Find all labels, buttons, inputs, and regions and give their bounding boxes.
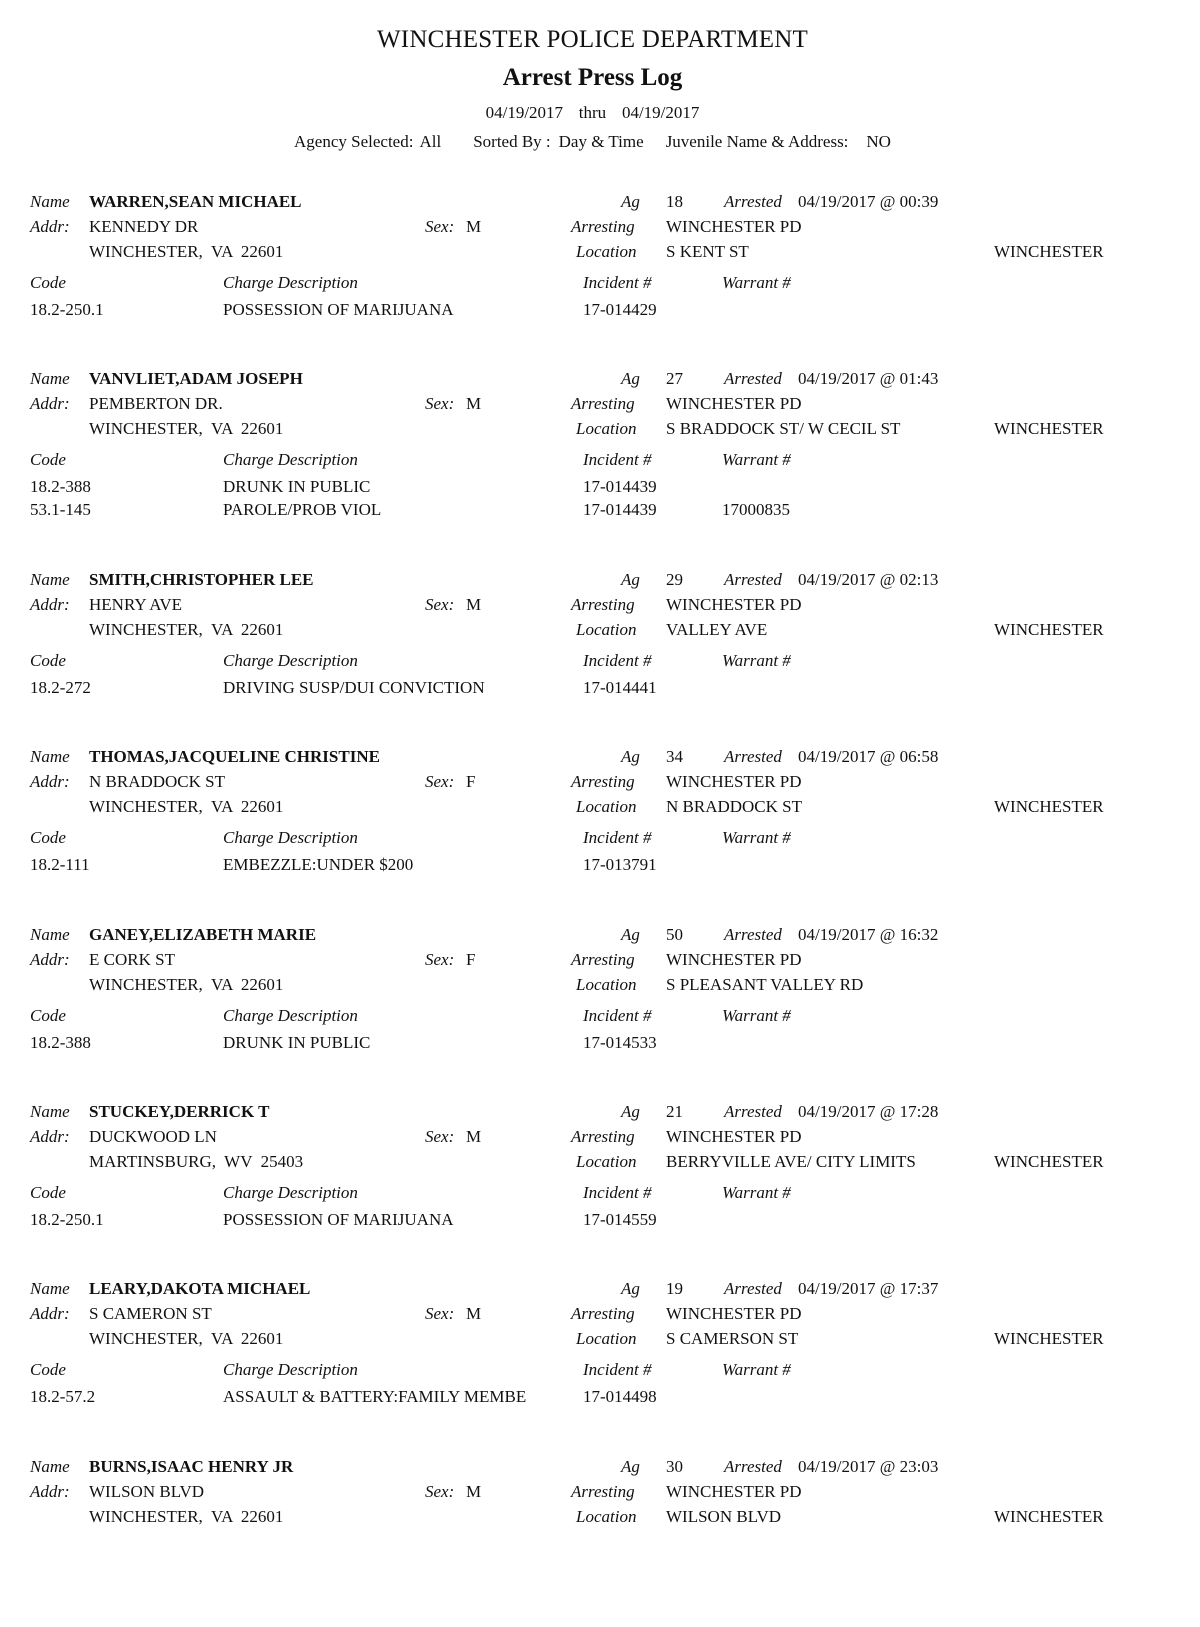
incident-number: 17-014533 — [583, 1033, 657, 1052]
age-label: Ag — [621, 570, 640, 589]
addr-label: Addr: — [30, 595, 70, 614]
sex-label: Sex: — [425, 1127, 455, 1146]
arrestee-sex: M — [466, 1482, 482, 1501]
arrest-location: S KENT ST — [666, 242, 749, 261]
addr-label: Addr: — [30, 772, 70, 791]
incident-number: 17-014439 — [583, 500, 657, 519]
arrestee-sex: F — [466, 950, 476, 969]
arrestee-name: VANVLIET,ADAM JOSEPH — [89, 369, 303, 388]
arrest-location: S BRADDOCK ST/ W CECIL ST — [666, 419, 901, 438]
juvenile-label: Juvenile Name & Address: — [665, 132, 849, 151]
arrested-datetime: 04/19/2017 @ 02:13 — [798, 570, 939, 589]
incident-label: Incident # — [583, 1183, 652, 1202]
arrested-label: Arrested — [724, 192, 782, 211]
arrested-label: Arrested — [724, 1279, 782, 1298]
sex-label: Sex: — [425, 1482, 455, 1501]
name-label: Name — [30, 1279, 70, 1298]
page-title: Arrest Press Log — [502, 64, 683, 91]
arrestee-sex: F — [466, 772, 476, 791]
arrested-datetime: 04/19/2017 @ 06:58 — [798, 747, 939, 766]
arrestee-name: STUCKEY,DERRICK T — [89, 1102, 270, 1121]
address-line-2: WINCHESTER, VA 22601 — [89, 419, 284, 438]
arrest-location: S CAMERSON ST — [666, 1329, 799, 1348]
address-line-1: PEMBERTON DR. — [89, 394, 223, 413]
arresting-label: Arresting — [571, 595, 635, 614]
warrant-label: Warrant # — [722, 828, 791, 847]
addr-label: Addr: — [30, 1482, 70, 1501]
addr-label: Addr: — [30, 394, 70, 413]
arrestee-name: LEARY,DAKOTA MICHAEL — [89, 1279, 311, 1298]
arrestee-age: 34 — [666, 747, 683, 766]
arrestee-sex: M — [466, 217, 482, 236]
name-label: Name — [30, 747, 70, 766]
address-line-1: HENRY AVE — [89, 595, 183, 614]
arrest-location: WILSON BLVD — [666, 1507, 782, 1526]
code-label: Code — [30, 273, 66, 292]
charge-description: PAROLE/PROB VIOL — [223, 500, 382, 519]
address-line-1: N BRADDOCK ST — [89, 772, 226, 791]
location-label: Location — [576, 1329, 637, 1348]
arrestee-name: SMITH,CHRISTOPHER LEE — [89, 570, 314, 589]
arrest-record — [0, 570, 1200, 740]
incident-label: Incident # — [583, 828, 652, 847]
addr-label: Addr: — [30, 950, 70, 969]
arresting-label: Arresting — [571, 1304, 635, 1323]
location-label: Location — [576, 975, 637, 994]
address-line-1: KENNEDY DR — [89, 217, 199, 236]
arrested-label: Arrested — [724, 925, 782, 944]
age-label: Ag — [621, 925, 640, 944]
arresting-label: Arresting — [571, 1127, 635, 1146]
arrested-datetime: 04/19/2017 @ 23:03 — [798, 1457, 939, 1476]
location-city: WINCHESTER — [994, 1507, 1104, 1526]
arrest-record — [0, 369, 1200, 539]
arrestee-age: 18 — [666, 192, 683, 211]
arresting-label: Arresting — [571, 950, 635, 969]
age-label: Ag — [621, 1102, 640, 1121]
charge-code: 18.2-388 — [30, 1033, 91, 1052]
arrested-label: Arrested — [724, 570, 782, 589]
arrested-datetime: 04/19/2017 @ 17:37 — [798, 1279, 939, 1298]
thru-label: thru — [578, 103, 607, 122]
addr-label: Addr: — [30, 217, 70, 236]
address-line-1: S CAMERON ST — [89, 1304, 212, 1323]
charge-description: POSSESSION OF MARIJUANA — [223, 1210, 454, 1229]
arrestee-name: BURNS,ISAAC HENRY JR — [89, 1457, 294, 1476]
location-label: Location — [576, 242, 637, 261]
warrant-label: Warrant # — [722, 450, 791, 469]
incident-label: Incident # — [583, 651, 652, 670]
arrest-location: BERRYVILLE AVE/ CITY LIMITS — [666, 1152, 916, 1171]
code-label: Code — [30, 450, 66, 469]
warrant-label: Warrant # — [722, 273, 791, 292]
charge-label: Charge Description — [223, 651, 358, 670]
date-range — [0, 103, 1185, 123]
sex-label: Sex: — [425, 595, 455, 614]
location-city: WINCHESTER — [994, 419, 1104, 438]
charge-label: Charge Description — [223, 1183, 358, 1202]
location-city: WINCHESTER — [994, 1329, 1104, 1348]
warrant-label: Warrant # — [722, 651, 791, 670]
arresting-agency: WINCHESTER PD — [666, 1127, 802, 1146]
incident-number: 17-014498 — [583, 1387, 657, 1406]
arrestee-age: 21 — [666, 1102, 683, 1121]
charge-code: 18.2-388 — [30, 477, 91, 496]
charge-description: ASSAULT & BATTERY:FAMILY MEMBE — [223, 1387, 527, 1406]
location-city: WINCHESTER — [994, 1152, 1104, 1171]
sex-label: Sex: — [425, 217, 455, 236]
arresting-agency: WINCHESTER PD — [666, 950, 802, 969]
age-label: Ag — [621, 369, 640, 388]
location-label: Location — [576, 797, 637, 816]
arresting-agency: WINCHESTER PD — [666, 772, 802, 791]
agency-value: All — [419, 132, 442, 151]
location-label: Location — [576, 620, 637, 639]
arresting-agency: WINCHESTER PD — [666, 1482, 802, 1501]
arrested-label: Arrested — [724, 1457, 782, 1476]
arrestee-name: WARREN,SEAN MICHAEL — [89, 192, 302, 211]
arrestee-age: 50 — [666, 925, 683, 944]
charge-code: 18.2-250.1 — [30, 300, 104, 319]
address-line-2: MARTINSBURG, WV 25403 — [89, 1152, 304, 1171]
warrant-number: 17000835 — [722, 500, 790, 519]
address-line-1: WILSON BLVD — [89, 1482, 205, 1501]
incident-label: Incident # — [583, 450, 652, 469]
name-label: Name — [30, 1457, 70, 1476]
code-label: Code — [30, 1183, 66, 1202]
incident-label: Incident # — [583, 273, 652, 292]
arrestee-sex: M — [466, 595, 482, 614]
arrested-label: Arrested — [724, 1102, 782, 1121]
name-label: Name — [30, 925, 70, 944]
arresting-agency: WINCHESTER PD — [666, 217, 802, 236]
address-line-1: DUCKWOOD LN — [89, 1127, 217, 1146]
sorted-value: Day & Time — [558, 132, 644, 151]
agency-label: Agency Selected: — [294, 132, 414, 151]
address-line-2: WINCHESTER, VA 22601 — [89, 242, 284, 261]
charge-code: 18.2-111 — [30, 855, 90, 874]
name-label: Name — [30, 192, 70, 211]
location-label: Location — [576, 1507, 637, 1526]
arresting-label: Arresting — [571, 1482, 635, 1501]
sorted-label: Sorted By : — [473, 132, 551, 151]
name-label: Name — [30, 369, 70, 388]
location-city: WINCHESTER — [994, 620, 1104, 639]
addr-label: Addr: — [30, 1304, 70, 1323]
arrest-location: S PLEASANT VALLEY RD — [666, 975, 864, 994]
warrant-label: Warrant # — [722, 1183, 791, 1202]
charge-code: 18.2-57.2 — [30, 1387, 96, 1406]
charge-code: 18.2-250.1 — [30, 1210, 104, 1229]
arresting-agency: WINCHESTER PD — [666, 394, 802, 413]
charge-description: DRUNK IN PUBLIC — [223, 477, 371, 496]
arrested-datetime: 04/19/2017 @ 16:32 — [798, 925, 939, 944]
code-label: Code — [30, 1006, 66, 1025]
arresting-label: Arresting — [571, 217, 635, 236]
address-line-2: WINCHESTER, VA 22601 — [89, 1329, 284, 1348]
address-line-2: WINCHESTER, VA 22601 — [89, 797, 284, 816]
arrested-datetime: 04/19/2017 @ 17:28 — [798, 1102, 939, 1121]
address-line-1: E CORK ST — [89, 950, 175, 969]
arresting-label: Arresting — [571, 772, 635, 791]
incident-number: 17-014559 — [583, 1210, 657, 1229]
code-label: Code — [30, 828, 66, 847]
arrest-record — [0, 192, 1200, 362]
charge-description: POSSESSION OF MARIJUANA — [223, 300, 454, 319]
code-label: Code — [30, 1360, 66, 1379]
arrestee-age: 29 — [666, 570, 683, 589]
charge-description: EMBEZZLE:UNDER $200 — [223, 855, 414, 874]
report-parameters — [0, 132, 1185, 152]
arrestee-age: 30 — [666, 1457, 683, 1476]
arrestee-sex: M — [466, 1127, 482, 1146]
arrest-location: VALLEY AVE — [666, 620, 768, 639]
arrested-datetime: 04/19/2017 @ 01:43 — [798, 369, 939, 388]
arrestee-age: 19 — [666, 1279, 683, 1298]
age-label: Ag — [621, 1279, 640, 1298]
incident-label: Incident # — [583, 1360, 652, 1379]
arrestee-name: THOMAS,JACQUELINE CHRISTINE — [89, 747, 380, 766]
department-title: WINCHESTER POLICE DEPARTMENT — [377, 26, 808, 53]
age-label: Ag — [621, 1457, 640, 1476]
arrest-record — [0, 1102, 1200, 1272]
arresting-label: Arresting — [571, 394, 635, 413]
incident-number: 17-014439 — [583, 477, 657, 496]
charge-label: Charge Description — [223, 828, 358, 847]
address-line-2: WINCHESTER, VA 22601 — [89, 975, 284, 994]
arrestee-name: GANEY,ELIZABETH MARIE — [89, 925, 317, 944]
incident-number: 17-014441 — [583, 678, 657, 697]
incident-number: 17-013791 — [583, 855, 657, 874]
incident-number: 17-014429 — [583, 300, 657, 319]
charge-label: Charge Description — [223, 1360, 358, 1379]
arresting-agency: WINCHESTER PD — [666, 1304, 802, 1323]
charge-label: Charge Description — [223, 1006, 358, 1025]
location-label: Location — [576, 419, 637, 438]
sex-label: Sex: — [425, 394, 455, 413]
location-label: Location — [576, 1152, 637, 1171]
arrest-location: N BRADDOCK ST — [666, 797, 803, 816]
location-city: WINCHESTER — [994, 797, 1104, 816]
arrested-datetime: 04/19/2017 @ 00:39 — [798, 192, 939, 211]
arrest-record — [0, 925, 1200, 1095]
arrestee-sex: M — [466, 1304, 482, 1323]
arrested-label: Arrested — [724, 747, 782, 766]
incident-label: Incident # — [583, 1006, 652, 1025]
charge-label: Charge Description — [223, 273, 358, 292]
address-line-2: WINCHESTER, VA 22601 — [89, 1507, 284, 1526]
charge-code: 18.2-272 — [30, 678, 91, 697]
date-from: 04/19/2017 — [485, 103, 564, 122]
name-label: Name — [30, 1102, 70, 1121]
arrest-record — [0, 1279, 1200, 1449]
charge-label: Charge Description — [223, 450, 358, 469]
warrant-label: Warrant # — [722, 1006, 791, 1025]
arrest-record — [0, 747, 1200, 917]
code-label: Code — [30, 651, 66, 670]
location-city: WINCHESTER — [994, 242, 1104, 261]
date-to: 04/19/2017 — [621, 103, 700, 122]
arresting-agency: WINCHESTER PD — [666, 595, 802, 614]
name-label: Name — [30, 570, 70, 589]
sex-label: Sex: — [425, 772, 455, 791]
arrested-label: Arrested — [724, 369, 782, 388]
address-line-2: WINCHESTER, VA 22601 — [89, 620, 284, 639]
warrant-label: Warrant # — [722, 1360, 791, 1379]
arrestee-sex: M — [466, 394, 482, 413]
addr-label: Addr: — [30, 1127, 70, 1146]
age-label: Ag — [621, 192, 640, 211]
charge-description: DRIVING SUSP/DUI CONVICTION — [223, 678, 485, 697]
juvenile-value: NO — [866, 132, 891, 151]
arrestee-age: 27 — [666, 369, 683, 388]
arrest-record — [0, 1457, 1200, 1627]
charge-description: DRUNK IN PUBLIC — [223, 1033, 371, 1052]
charge-code: 53.1-145 — [30, 500, 91, 519]
sex-label: Sex: — [425, 950, 455, 969]
sex-label: Sex: — [425, 1304, 455, 1323]
age-label: Ag — [621, 747, 640, 766]
